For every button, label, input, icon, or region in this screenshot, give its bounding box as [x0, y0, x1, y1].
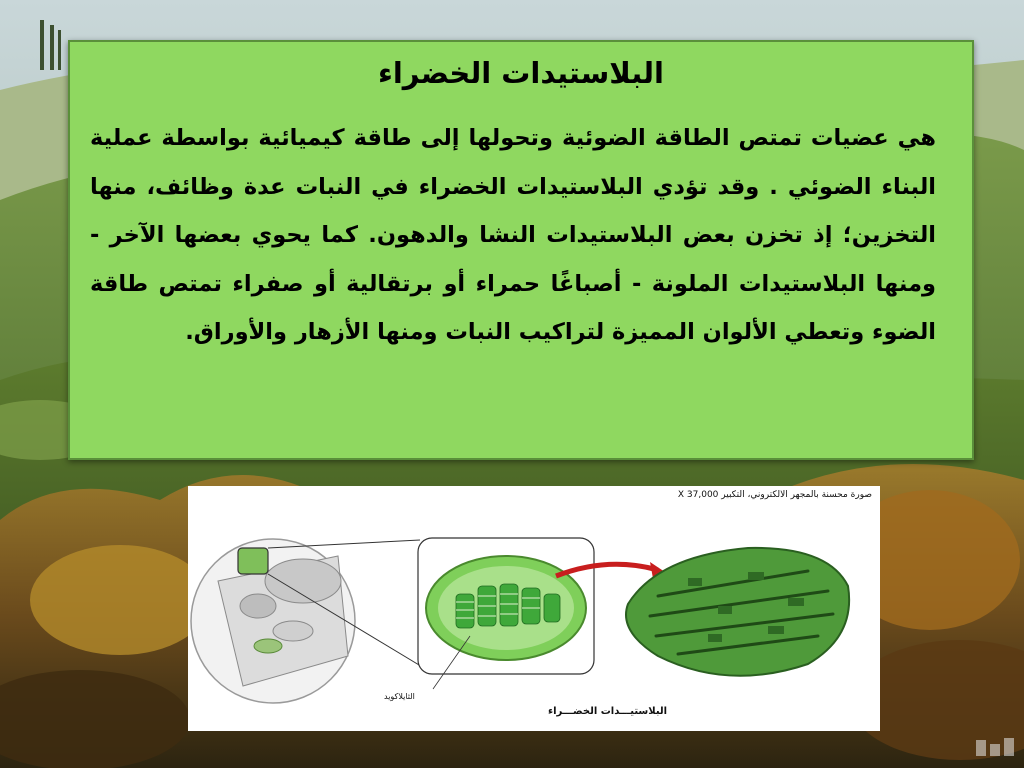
slide-title: البلاستيدات الخضراء: [378, 56, 664, 90]
chloroplast-illustration: [188, 486, 880, 731]
micrograph-chloroplast: [626, 548, 849, 676]
highlight-box: [238, 548, 268, 574]
chloroplast-figure: [188, 486, 880, 731]
magnification-caption: صورة محسنة بالمجهر الالكتروني، التكبير X 37,000: [677, 490, 872, 500]
thylakoid-label: الثايلاكويد: [384, 692, 415, 701]
text-card: [68, 40, 974, 460]
slide-body-text: هي عضيات تمتص الطاقة الضوئية وتحولها إلى طاقة كيميائية بواسطة عملية البناء الضوئي . وقد تؤدي البلاستيدات الخضراء في النبات عدة وظائف، منها التخزين؛ إذ تخزن بعض البلاستيدات النشا والدهون. كما يحوي بعضها الآخر - ومنها البلاستيدات الملونة - أصباغًا حمراء أو برتقالية أو صفراء تمتص طاقة الضوء وتعطي الألوان المميزة لتراكيب النبات ومنها الأزهار والأوراق.: [90, 125, 936, 345]
chloroplast-label: البلاستيـــدات الخضـــراء: [548, 706, 668, 717]
watermark-logo: [974, 734, 1018, 760]
